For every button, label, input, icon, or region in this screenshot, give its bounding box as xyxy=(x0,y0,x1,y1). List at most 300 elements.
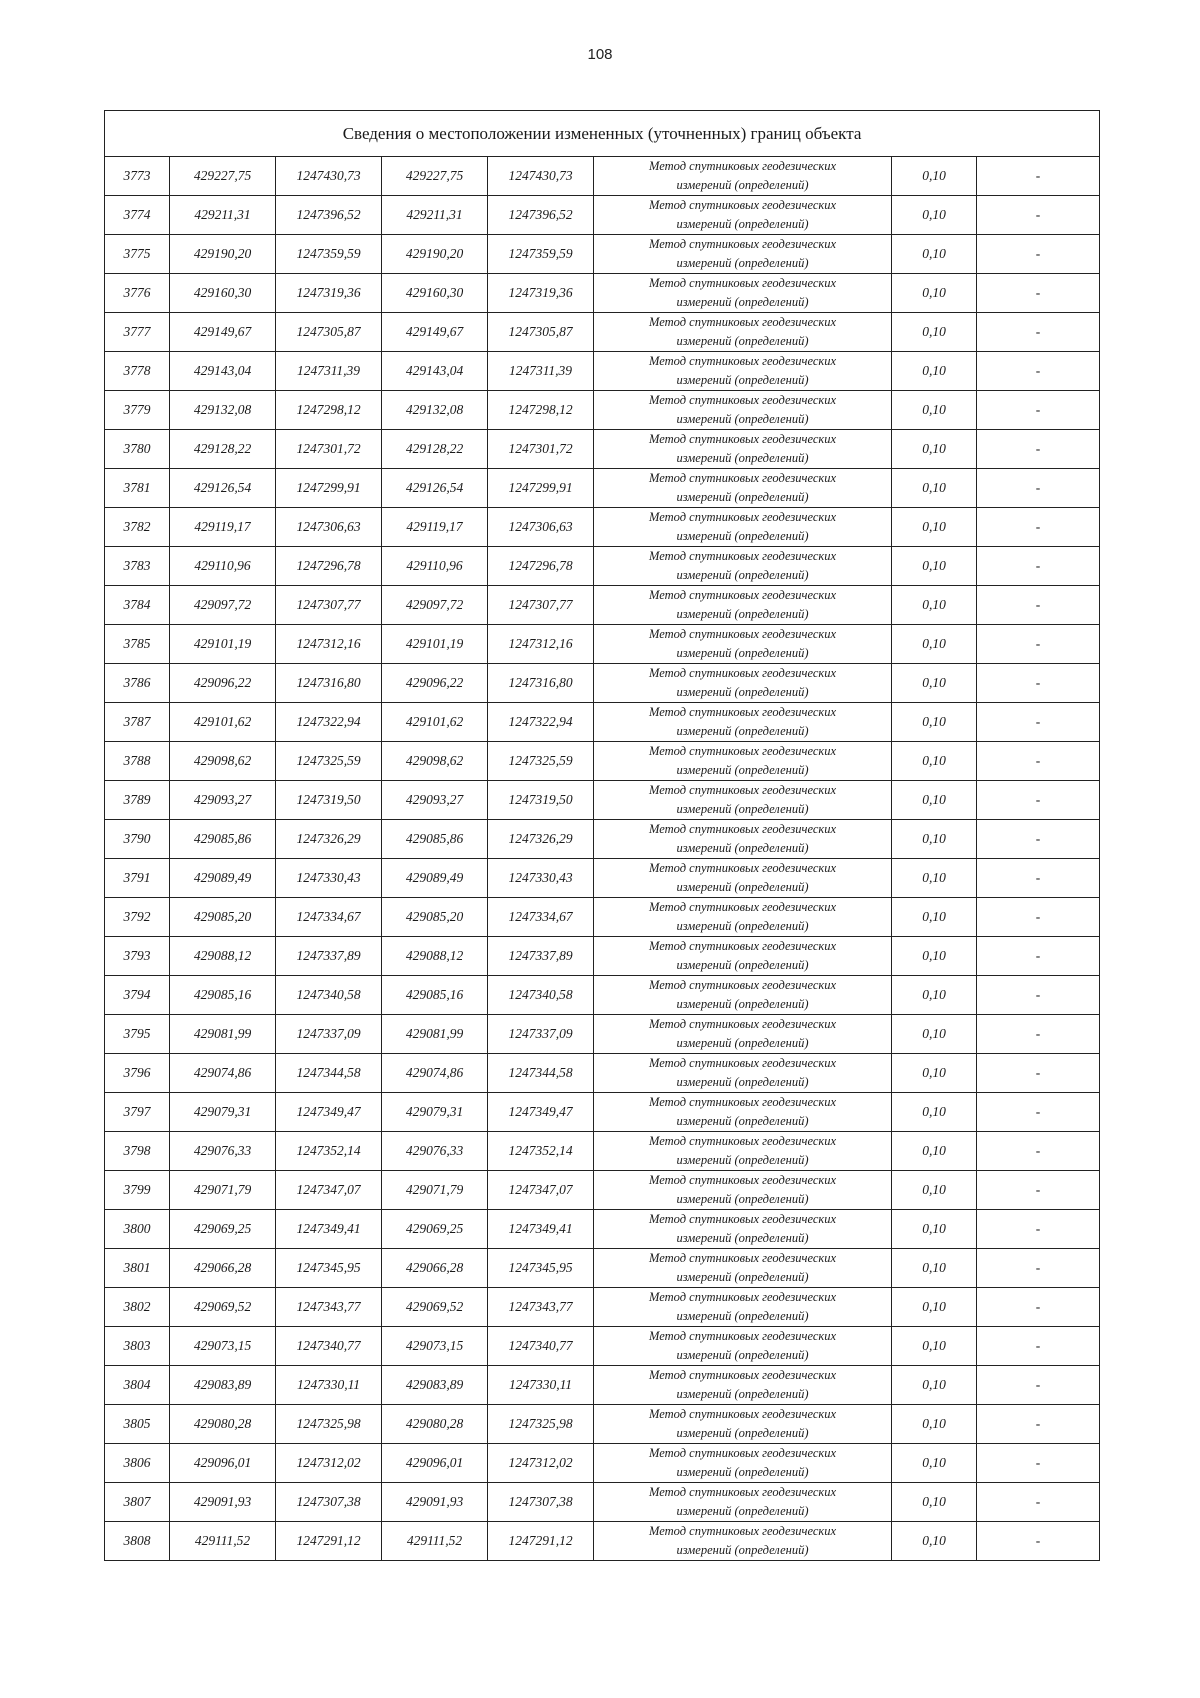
description-cell: - xyxy=(977,1522,1100,1561)
description-cell: - xyxy=(977,508,1100,547)
point-number-cell: 3780 xyxy=(105,430,170,469)
method-line-1: Метод спутниковых геодезических xyxy=(648,822,837,836)
method-line-1: Метод спутниковых геодезических xyxy=(648,1134,837,1148)
method-line-1: Метод спутниковых геодезических xyxy=(648,1524,837,1538)
method-cell xyxy=(594,157,892,196)
method-line-1: Метод спутниковых геодезических xyxy=(648,354,837,368)
x-new-cell: 429091,93 xyxy=(382,1483,488,1522)
method-cell xyxy=(594,1249,892,1288)
point-number-cell: 3796 xyxy=(105,1054,170,1093)
table-row xyxy=(105,1054,1100,1093)
x-new-cell: 429076,33 xyxy=(382,1132,488,1171)
x-old-cell: 429073,15 xyxy=(170,1327,276,1366)
method-line-1: Метод спутниковых геодезических xyxy=(648,1368,837,1382)
table-row xyxy=(105,196,1100,235)
y-old-cell: 1247311,39 xyxy=(276,352,382,391)
x-old-cell: 429111,52 xyxy=(170,1522,276,1561)
table-row xyxy=(105,547,1100,586)
method-line-2: измерений (определений) xyxy=(676,1465,809,1479)
y-new-cell: 1247322,94 xyxy=(488,703,594,742)
x-new-cell: 429085,20 xyxy=(382,898,488,937)
accuracy-cell: 0,10 xyxy=(892,1288,977,1327)
table-row xyxy=(105,430,1100,469)
y-new-cell: 1247352,14 xyxy=(488,1132,594,1171)
y-new-cell: 1247337,09 xyxy=(488,1015,594,1054)
accuracy-cell: 0,10 xyxy=(892,157,977,196)
method-cell xyxy=(594,1171,892,1210)
y-old-cell: 1247337,89 xyxy=(276,937,382,976)
method-line-1: Метод спутниковых геодезических xyxy=(648,1056,837,1070)
x-new-cell: 429101,19 xyxy=(382,625,488,664)
description-cell: - xyxy=(977,625,1100,664)
description-cell: - xyxy=(977,430,1100,469)
method-line-1: Метод спутниковых геодезических xyxy=(648,510,837,524)
accuracy-cell: 0,10 xyxy=(892,430,977,469)
y-old-cell: 1247312,02 xyxy=(276,1444,382,1483)
table-row xyxy=(105,898,1100,937)
point-number-cell: 3773 xyxy=(105,157,170,196)
method-line-2: измерений (определений) xyxy=(676,217,809,231)
accuracy-cell: 0,10 xyxy=(892,664,977,703)
method-line-2: измерений (определений) xyxy=(676,1114,809,1128)
x-old-cell: 429091,93 xyxy=(170,1483,276,1522)
table-row xyxy=(105,352,1100,391)
y-new-cell: 1247430,73 xyxy=(488,157,594,196)
x-new-cell: 429080,28 xyxy=(382,1405,488,1444)
method-cell xyxy=(594,898,892,937)
table-row xyxy=(105,1522,1100,1561)
method-line-1: Метод спутниковых геодезических xyxy=(648,1485,837,1499)
method-cell xyxy=(594,1327,892,1366)
method-line-2: измерений (определений) xyxy=(676,958,809,972)
method-line-1: Метод спутниковых геодезических xyxy=(648,861,837,875)
accuracy-cell: 0,10 xyxy=(892,1093,977,1132)
x-new-cell: 429096,22 xyxy=(382,664,488,703)
description-cell: - xyxy=(977,1483,1100,1522)
method-line-2: измерений (определений) xyxy=(676,1309,809,1323)
description-cell: - xyxy=(977,1171,1100,1210)
description-cell: - xyxy=(977,1015,1100,1054)
method-line-1: Метод спутниковых геодезических xyxy=(648,159,837,173)
x-new-cell: 429132,08 xyxy=(382,391,488,430)
y-old-cell: 1247347,07 xyxy=(276,1171,382,1210)
y-new-cell: 1247296,78 xyxy=(488,547,594,586)
y-old-cell: 1247343,77 xyxy=(276,1288,382,1327)
table-row xyxy=(105,1366,1100,1405)
method-cell xyxy=(594,274,892,313)
y-new-cell: 1247291,12 xyxy=(488,1522,594,1561)
accuracy-cell: 0,10 xyxy=(892,274,977,313)
y-new-cell: 1247326,29 xyxy=(488,820,594,859)
description-cell: - xyxy=(977,976,1100,1015)
accuracy-cell: 0,10 xyxy=(892,352,977,391)
table-title: Сведения о местоположении измененных (уточненных) границ объекта xyxy=(105,111,1100,157)
x-new-cell: 429098,62 xyxy=(382,742,488,781)
method-line-2: измерений (определений) xyxy=(676,295,809,309)
description-cell: - xyxy=(977,898,1100,937)
table-row xyxy=(105,1444,1100,1483)
accuracy-cell: 0,10 xyxy=(892,1054,977,1093)
y-new-cell: 1247337,89 xyxy=(488,937,594,976)
method-cell xyxy=(594,1366,892,1405)
method-line-2: измерений (определений) xyxy=(676,997,809,1011)
point-number-cell: 3807 xyxy=(105,1483,170,1522)
accuracy-cell: 0,10 xyxy=(892,586,977,625)
accuracy-cell: 0,10 xyxy=(892,469,977,508)
method-line-1: Метод спутниковых геодезических xyxy=(648,705,837,719)
accuracy-cell: 0,10 xyxy=(892,1015,977,1054)
table-row xyxy=(105,664,1100,703)
accuracy-cell: 0,10 xyxy=(892,859,977,898)
description-cell: - xyxy=(977,664,1100,703)
method-line-1: Метод спутниковых геодезических xyxy=(648,1212,837,1226)
method-line-2: измерений (определений) xyxy=(676,841,809,855)
y-old-cell: 1247291,12 xyxy=(276,1522,382,1561)
x-new-cell: 429227,75 xyxy=(382,157,488,196)
method-line-1: Метод спутниковых геодезических xyxy=(648,939,837,953)
x-new-cell: 429149,67 xyxy=(382,313,488,352)
x-old-cell: 429128,22 xyxy=(170,430,276,469)
y-old-cell: 1247306,63 xyxy=(276,508,382,547)
x-new-cell: 429190,20 xyxy=(382,235,488,274)
accuracy-cell: 0,10 xyxy=(892,1210,977,1249)
method-line-1: Метод спутниковых геодезических xyxy=(648,588,837,602)
method-line-1: Метод спутниковых геодезических xyxy=(648,1017,837,1031)
x-new-cell: 429079,31 xyxy=(382,1093,488,1132)
method-line-2: измерений (определений) xyxy=(676,685,809,699)
table-row xyxy=(105,937,1100,976)
table-row xyxy=(105,976,1100,1015)
y-old-cell: 1247352,14 xyxy=(276,1132,382,1171)
y-old-cell: 1247330,11 xyxy=(276,1366,382,1405)
y-old-cell: 1247298,12 xyxy=(276,391,382,430)
y-old-cell: 1247322,94 xyxy=(276,703,382,742)
method-cell xyxy=(594,1522,892,1561)
y-old-cell: 1247296,78 xyxy=(276,547,382,586)
page-number: 108 xyxy=(587,46,613,63)
point-number-cell: 3784 xyxy=(105,586,170,625)
accuracy-cell: 0,10 xyxy=(892,742,977,781)
description-cell: - xyxy=(977,196,1100,235)
y-old-cell: 1247319,50 xyxy=(276,781,382,820)
method-cell xyxy=(594,781,892,820)
x-old-cell: 429069,52 xyxy=(170,1288,276,1327)
method-line-2: измерений (определений) xyxy=(676,880,809,894)
x-new-cell: 429111,52 xyxy=(382,1522,488,1561)
x-new-cell: 429073,15 xyxy=(382,1327,488,1366)
description-cell: - xyxy=(977,1405,1100,1444)
y-old-cell: 1247325,98 xyxy=(276,1405,382,1444)
y-old-cell: 1247359,59 xyxy=(276,235,382,274)
description-cell: - xyxy=(977,1444,1100,1483)
table-body xyxy=(105,157,1100,1561)
method-cell xyxy=(594,430,892,469)
point-number-cell: 3801 xyxy=(105,1249,170,1288)
method-line-1: Метод спутниковых геодезических xyxy=(648,900,837,914)
accuracy-cell: 0,10 xyxy=(892,703,977,742)
method-line-1: Метод спутниковых геодезических xyxy=(648,744,837,758)
point-number-cell: 3775 xyxy=(105,235,170,274)
accuracy-cell: 0,10 xyxy=(892,1249,977,1288)
y-old-cell: 1247340,58 xyxy=(276,976,382,1015)
x-old-cell: 429066,28 xyxy=(170,1249,276,1288)
point-number-cell: 3804 xyxy=(105,1366,170,1405)
description-cell: - xyxy=(977,781,1100,820)
x-old-cell: 429097,72 xyxy=(170,586,276,625)
point-number-cell: 3783 xyxy=(105,547,170,586)
accuracy-cell: 0,10 xyxy=(892,1483,977,1522)
table-row xyxy=(105,1015,1100,1054)
accuracy-cell: 0,10 xyxy=(892,976,977,1015)
method-line-1: Метод спутниковых геодезических xyxy=(648,432,837,446)
y-old-cell: 1247326,29 xyxy=(276,820,382,859)
point-number-cell: 3805 xyxy=(105,1405,170,1444)
point-number-cell: 3778 xyxy=(105,352,170,391)
method-line-1: Метод спутниковых геодезических xyxy=(648,471,837,485)
method-line-1: Метод спутниковых геодезических xyxy=(648,198,837,212)
method-line-1: Метод спутниковых геодезических xyxy=(648,549,837,563)
method-line-2: измерений (определений) xyxy=(676,763,809,777)
point-number-cell: 3803 xyxy=(105,1327,170,1366)
method-cell xyxy=(594,235,892,274)
x-old-cell: 429149,67 xyxy=(170,313,276,352)
method-line-1: Метод спутниковых геодезических xyxy=(648,315,837,329)
method-cell xyxy=(594,313,892,352)
method-line-2: измерений (определений) xyxy=(676,256,809,270)
y-new-cell: 1247312,02 xyxy=(488,1444,594,1483)
method-line-2: измерений (определений) xyxy=(676,607,809,621)
accuracy-cell: 0,10 xyxy=(892,508,977,547)
x-old-cell: 429076,33 xyxy=(170,1132,276,1171)
x-old-cell: 429101,62 xyxy=(170,703,276,742)
method-line-1: Метод спутниковых геодезических xyxy=(648,627,837,641)
y-old-cell: 1247340,77 xyxy=(276,1327,382,1366)
description-cell: - xyxy=(977,469,1100,508)
y-new-cell: 1247330,43 xyxy=(488,859,594,898)
table-row xyxy=(105,1093,1100,1132)
x-old-cell: 429119,17 xyxy=(170,508,276,547)
table-row xyxy=(105,1327,1100,1366)
x-old-cell: 429079,31 xyxy=(170,1093,276,1132)
y-old-cell: 1247334,67 xyxy=(276,898,382,937)
description-cell: - xyxy=(977,547,1100,586)
y-old-cell: 1247312,16 xyxy=(276,625,382,664)
table-row xyxy=(105,1483,1100,1522)
table-row xyxy=(105,703,1100,742)
x-old-cell: 429110,96 xyxy=(170,547,276,586)
description-cell: - xyxy=(977,391,1100,430)
table-row xyxy=(105,859,1100,898)
method-cell xyxy=(594,1054,892,1093)
y-old-cell: 1247330,43 xyxy=(276,859,382,898)
point-number-cell: 3786 xyxy=(105,664,170,703)
method-cell xyxy=(594,742,892,781)
method-cell xyxy=(594,1288,892,1327)
table-row xyxy=(105,1288,1100,1327)
method-line-2: измерений (определений) xyxy=(676,1036,809,1050)
y-old-cell: 1247316,80 xyxy=(276,664,382,703)
x-old-cell: 429096,01 xyxy=(170,1444,276,1483)
point-number-cell: 3782 xyxy=(105,508,170,547)
table-row xyxy=(105,1171,1100,1210)
y-new-cell: 1247319,36 xyxy=(488,274,594,313)
y-old-cell: 1247430,73 xyxy=(276,157,382,196)
y-old-cell: 1247307,38 xyxy=(276,1483,382,1522)
method-line-2: измерений (определений) xyxy=(676,1543,809,1557)
y-old-cell: 1247305,87 xyxy=(276,313,382,352)
x-new-cell: 429093,27 xyxy=(382,781,488,820)
method-line-2: измерений (определений) xyxy=(676,724,809,738)
description-cell: - xyxy=(977,586,1100,625)
y-new-cell: 1247347,07 xyxy=(488,1171,594,1210)
y-old-cell: 1247319,36 xyxy=(276,274,382,313)
y-old-cell: 1247344,58 xyxy=(276,1054,382,1093)
x-old-cell: 429074,86 xyxy=(170,1054,276,1093)
table-row xyxy=(105,820,1100,859)
method-cell xyxy=(594,1405,892,1444)
method-line-2: измерений (определений) xyxy=(676,373,809,387)
method-line-2: измерений (определений) xyxy=(676,1348,809,1362)
x-new-cell: 429088,12 xyxy=(382,937,488,976)
description-cell: - xyxy=(977,1288,1100,1327)
method-line-1: Метод спутниковых геодезических xyxy=(648,1173,837,1187)
x-new-cell: 429085,86 xyxy=(382,820,488,859)
table-row xyxy=(105,625,1100,664)
method-cell xyxy=(594,937,892,976)
point-number-cell: 3799 xyxy=(105,1171,170,1210)
point-number-cell: 3779 xyxy=(105,391,170,430)
method-line-2: измерений (определений) xyxy=(676,568,809,582)
x-old-cell: 429101,19 xyxy=(170,625,276,664)
y-new-cell: 1247305,87 xyxy=(488,313,594,352)
x-old-cell: 429085,86 xyxy=(170,820,276,859)
x-old-cell: 429211,31 xyxy=(170,196,276,235)
y-new-cell: 1247359,59 xyxy=(488,235,594,274)
method-cell xyxy=(594,625,892,664)
description-cell: - xyxy=(977,157,1100,196)
method-line-1: Метод спутниковых геодезических xyxy=(648,1290,837,1304)
x-new-cell: 429069,52 xyxy=(382,1288,488,1327)
x-new-cell: 429096,01 xyxy=(382,1444,488,1483)
y-new-cell: 1247301,72 xyxy=(488,430,594,469)
method-cell xyxy=(594,820,892,859)
table-row xyxy=(105,157,1100,196)
point-number-cell: 3774 xyxy=(105,196,170,235)
description-cell: - xyxy=(977,1210,1100,1249)
y-old-cell: 1247337,09 xyxy=(276,1015,382,1054)
table-row xyxy=(105,1249,1100,1288)
y-new-cell: 1247325,59 xyxy=(488,742,594,781)
method-line-2: измерений (определений) xyxy=(676,490,809,504)
x-old-cell: 429160,30 xyxy=(170,274,276,313)
y-new-cell: 1247306,63 xyxy=(488,508,594,547)
x-new-cell: 429085,16 xyxy=(382,976,488,1015)
table-row xyxy=(105,742,1100,781)
x-new-cell: 429081,99 xyxy=(382,1015,488,1054)
description-cell: - xyxy=(977,313,1100,352)
x-new-cell: 429143,04 xyxy=(382,352,488,391)
method-cell xyxy=(594,352,892,391)
accuracy-cell: 0,10 xyxy=(892,898,977,937)
method-cell xyxy=(594,1015,892,1054)
method-line-2: измерений (определений) xyxy=(676,1192,809,1206)
method-cell xyxy=(594,703,892,742)
method-cell xyxy=(594,664,892,703)
point-number-cell: 3794 xyxy=(105,976,170,1015)
y-new-cell: 1247311,39 xyxy=(488,352,594,391)
table-row xyxy=(105,313,1100,352)
y-new-cell: 1247343,77 xyxy=(488,1288,594,1327)
method-line-1: Метод спутниковых геодезических xyxy=(648,1407,837,1421)
method-line-2: измерений (определений) xyxy=(676,646,809,660)
x-old-cell: 429071,79 xyxy=(170,1171,276,1210)
accuracy-cell: 0,10 xyxy=(892,1522,977,1561)
method-cell xyxy=(594,547,892,586)
method-line-2: измерений (определений) xyxy=(676,334,809,348)
y-new-cell: 1247325,98 xyxy=(488,1405,594,1444)
y-new-cell: 1247349,47 xyxy=(488,1093,594,1132)
description-cell: - xyxy=(977,703,1100,742)
method-cell xyxy=(594,586,892,625)
y-old-cell: 1247301,72 xyxy=(276,430,382,469)
y-new-cell: 1247299,91 xyxy=(488,469,594,508)
x-new-cell: 429160,30 xyxy=(382,274,488,313)
point-number-cell: 3798 xyxy=(105,1132,170,1171)
x-old-cell: 429081,99 xyxy=(170,1015,276,1054)
y-new-cell: 1247298,12 xyxy=(488,391,594,430)
x-new-cell: 429097,72 xyxy=(382,586,488,625)
method-line-2: измерений (определений) xyxy=(676,1504,809,1518)
table-row xyxy=(105,1405,1100,1444)
x-old-cell: 429080,28 xyxy=(170,1405,276,1444)
point-number-cell: 3806 xyxy=(105,1444,170,1483)
description-cell: - xyxy=(977,1327,1100,1366)
x-old-cell: 429093,27 xyxy=(170,781,276,820)
point-number-cell: 3789 xyxy=(105,781,170,820)
x-old-cell: 429083,89 xyxy=(170,1366,276,1405)
table-row xyxy=(105,391,1100,430)
table-row xyxy=(105,508,1100,547)
method-line-1: Метод спутниковых геодезических xyxy=(648,1095,837,1109)
x-old-cell: 429069,25 xyxy=(170,1210,276,1249)
y-new-cell: 1247334,67 xyxy=(488,898,594,937)
method-cell xyxy=(594,391,892,430)
accuracy-cell: 0,10 xyxy=(892,1366,977,1405)
accuracy-cell: 0,10 xyxy=(892,547,977,586)
description-cell: - xyxy=(977,937,1100,976)
point-number-cell: 3788 xyxy=(105,742,170,781)
y-new-cell: 1247345,95 xyxy=(488,1249,594,1288)
y-new-cell: 1247344,58 xyxy=(488,1054,594,1093)
description-cell: - xyxy=(977,1249,1100,1288)
table-row xyxy=(105,586,1100,625)
y-new-cell: 1247319,50 xyxy=(488,781,594,820)
x-old-cell: 429227,75 xyxy=(170,157,276,196)
x-new-cell: 429074,86 xyxy=(382,1054,488,1093)
y-new-cell: 1247316,80 xyxy=(488,664,594,703)
accuracy-cell: 0,10 xyxy=(892,1405,977,1444)
method-line-2: измерений (определений) xyxy=(676,1153,809,1167)
x-old-cell: 429143,04 xyxy=(170,352,276,391)
accuracy-cell: 0,10 xyxy=(892,1444,977,1483)
y-new-cell: 1247396,52 xyxy=(488,196,594,235)
method-line-1: Метод спутниковых геодезических xyxy=(648,1446,837,1460)
y-new-cell: 1247349,41 xyxy=(488,1210,594,1249)
x-old-cell: 429096,22 xyxy=(170,664,276,703)
point-number-cell: 3808 xyxy=(105,1522,170,1561)
method-cell xyxy=(594,1132,892,1171)
x-new-cell: 429126,54 xyxy=(382,469,488,508)
